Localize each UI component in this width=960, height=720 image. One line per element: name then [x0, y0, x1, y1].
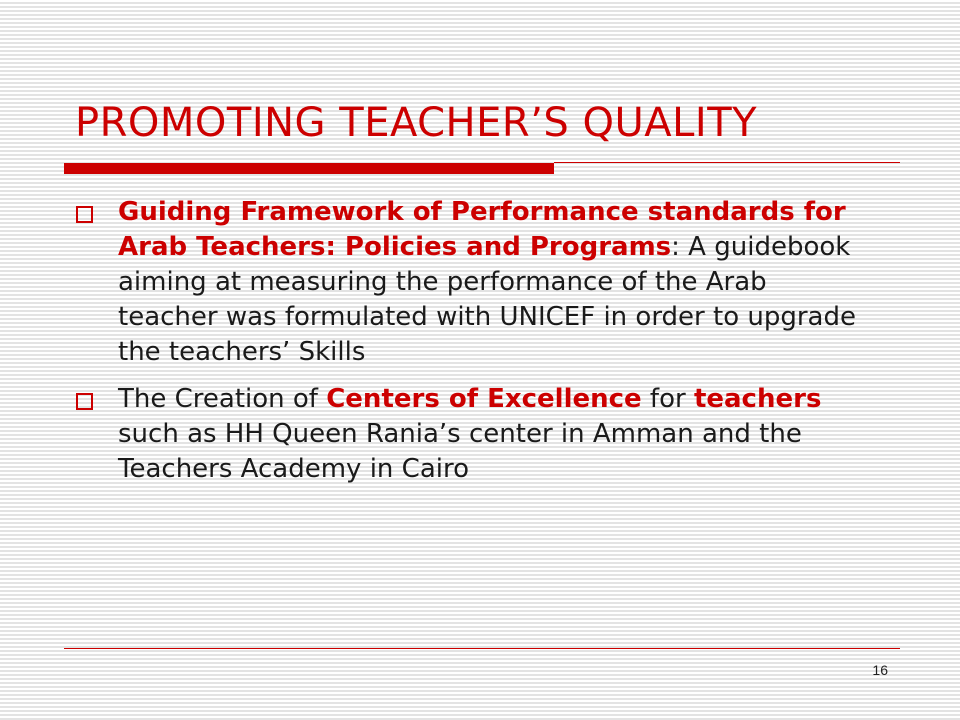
bullet-text: : A guidebook aiming at measuring the performance of the Arab teacher was formulated with UNICEF in order to upgrade the teachers’ Skills: [118, 232, 856, 367]
square-bullet-icon: [76, 393, 93, 410]
bullet-text: such as HH Queen Rania’s center in Amman and the Teachers Academy in Cairo: [118, 419, 802, 484]
bullet-text: The Creation of: [118, 384, 327, 414]
bullet-text-highlight: Guiding Framework of Performance standards for Arab Teachers: Policies and Programs: [118, 197, 846, 262]
title-underline-bar: [64, 163, 554, 174]
bullet-list: [72, 195, 872, 499]
title-underline-rule: [554, 162, 900, 163]
square-bullet-icon: [76, 206, 93, 223]
page-number: 16: [872, 662, 888, 678]
slide-title: PROMOTING TEACHER’S QUALITY: [75, 100, 758, 146]
bullet-item: [72, 382, 872, 487]
bullet-item: [72, 195, 872, 370]
footer-rule: [64, 648, 900, 649]
bullet-text-highlight: Centers of Excellence: [326, 384, 642, 414]
bullet-text: for: [641, 384, 694, 414]
bullet-text-highlight: teachers: [693, 384, 822, 414]
